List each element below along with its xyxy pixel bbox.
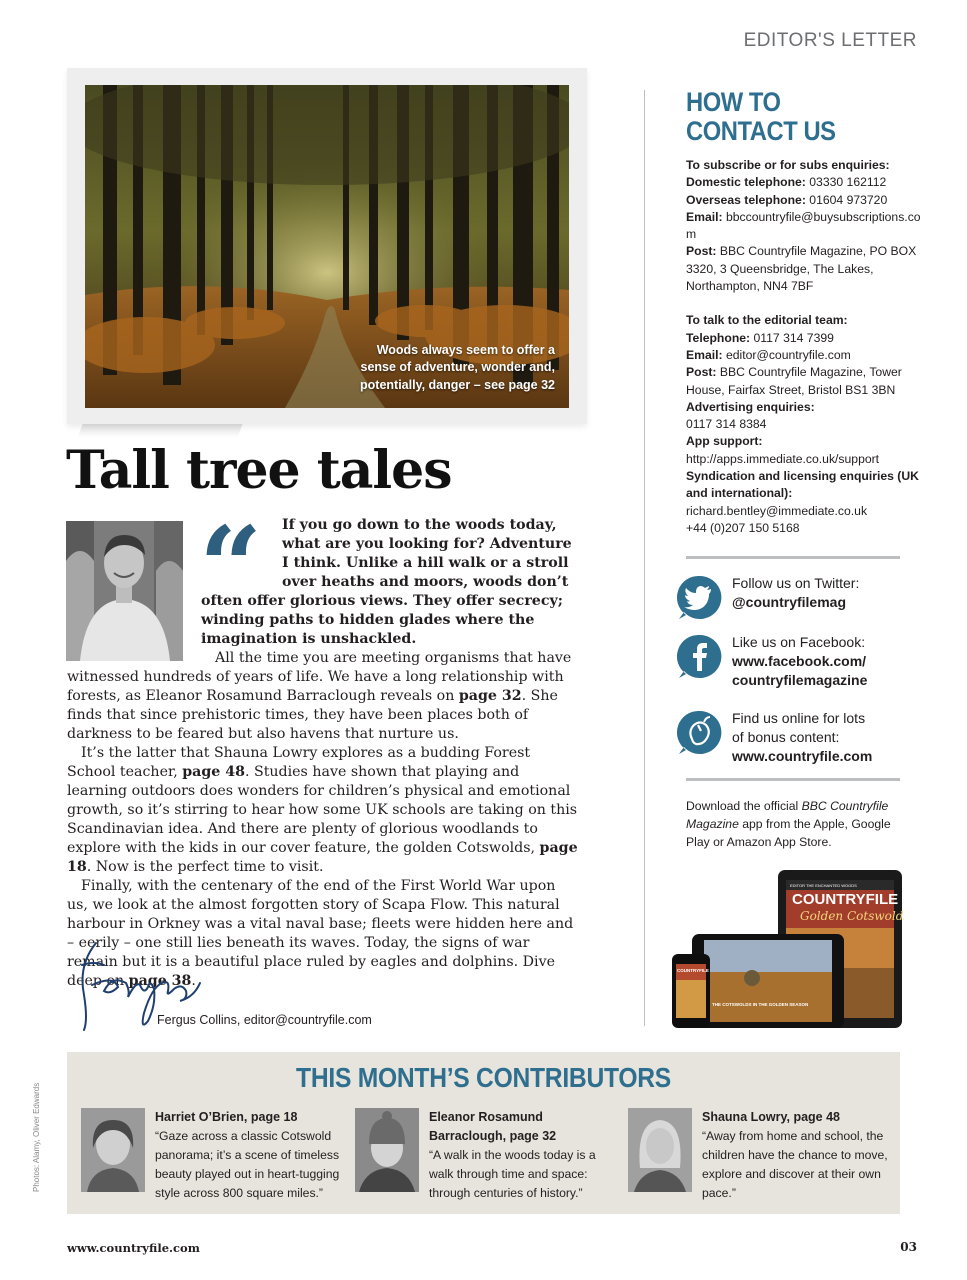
subs-email-link[interactable]: bbccountryfile@buysubscriptions.com bbox=[686, 209, 921, 242]
cover-tag: EDITOR THE ENCHANTED WOODS bbox=[790, 883, 857, 888]
contributor-name: Shauna Lowry, page 48 bbox=[702, 1110, 841, 1124]
contact-title: HOW TO CONTACT US bbox=[686, 87, 836, 146]
forest-photo bbox=[85, 85, 569, 408]
phone-brand: COUNTRYFILE bbox=[677, 968, 709, 973]
contributor-quote: “A walk in the woods today is a walk through time and space: through centuries of history.” bbox=[429, 1148, 596, 1200]
contributors-title: THIS MONTH’S CONTRIBUTORS bbox=[296, 1062, 671, 1093]
app-download-note: Download the official BBC Countryfile Magazine app from the Apple, Google Play or Amazon App Store. bbox=[686, 799, 891, 849]
page-number: 03 bbox=[900, 1240, 917, 1254]
quote-mark-icon: “ bbox=[199, 502, 263, 631]
editor-email-link[interactable]: editor@countryfile.com bbox=[722, 347, 851, 362]
page-ref: page 18 bbox=[67, 840, 578, 875]
facebook-icon[interactable] bbox=[676, 633, 723, 680]
letter-paragraph-1: All the time you are meeting organisms that have witnessed hundreds of years of life. We have a long relationship with forests, as Eleanor Rosamund Barraclough reveals on page 32. She finds that since prehistoric times, they have been places both of darkness to be feared but also havens that nurture us. bbox=[67, 650, 572, 742]
sidebar-divider bbox=[644, 90, 645, 1026]
feature-photo-frame bbox=[67, 68, 587, 424]
contributor-quote: “Away from home and school, the children have the chance to move, explore and discover at their own pace.” bbox=[702, 1129, 888, 1200]
photo-credit: Photos: Alamy, Oliver Edwards bbox=[32, 1082, 41, 1192]
page-ref: page 38 bbox=[128, 973, 192, 989]
letter-paragraph-3: Finally, with the centenary of the end of the First World War upon us, we look at the almost forgotten story of Scapa Flow. This natural harbour in Orkney was a vital naval base; fleets were hidden here and – eerily – one still lies beneath its waves. Today, the signs of war remain but it is a beautiful place ruled by eagles and dolphins. Dive deep on page 38. bbox=[67, 878, 574, 989]
contributor-card bbox=[355, 1108, 615, 1198]
contributor-quote: “Gaze across a classic Cotswold panorama; it’s a scene of timeless beauty played out in heart-tugging style across 800 square miles.” bbox=[155, 1129, 340, 1200]
page-ref: page 48 bbox=[182, 764, 245, 780]
contributor-photo bbox=[81, 1108, 145, 1192]
app-support-link[interactable]: http://apps.immediate.co.uk/support bbox=[686, 451, 880, 466]
headline: Tall tree tales bbox=[66, 440, 452, 501]
twitter-label: Follow us on Twitter: bbox=[732, 575, 860, 591]
section-label: EDITOR'S LETTER bbox=[743, 30, 917, 51]
photo-caption: Woods always seem to offer a sense of adventure, wonder and, potentially, danger – see page 32 bbox=[360, 342, 555, 392]
contributor-name: Harriet O’Brien, page 18 bbox=[155, 1110, 298, 1124]
website-url[interactable]: www.countryfile.com bbox=[732, 748, 873, 764]
contributor-card bbox=[81, 1108, 341, 1198]
footer-url[interactable]: www.countryfile.com bbox=[67, 1241, 200, 1255]
syndication-email-link[interactable]: richard.bentley@immediate.co.uk bbox=[686, 503, 868, 518]
contributor-name: Eleanor Rosamund Barraclough, page 32 bbox=[429, 1110, 557, 1143]
contributor-photo bbox=[628, 1108, 692, 1192]
devices-illustration bbox=[672, 868, 904, 1030]
twitter-icon[interactable] bbox=[676, 574, 723, 621]
twitter-handle[interactable]: @countryfilemag bbox=[732, 594, 847, 610]
screen-caption: THE COTSWOLDS IN THE GOLDEN SEASON bbox=[712, 1002, 809, 1007]
contributor-photo bbox=[355, 1108, 419, 1192]
letter-intro: If you go down to the woods today, what are you looking for? Adventure I think. Unlike a hill walk or a stroll over heaths and moors, woods don’t often offer glorious views. They offer secrecy; winding paths to hidden glades where the imagination is unshackled. bbox=[201, 517, 572, 647]
sidebar-divider-top bbox=[686, 556, 900, 559]
facebook-url[interactable]: www.facebook.com/ countryfilemagazine bbox=[732, 653, 868, 688]
facebook-label: Like us on Facebook: bbox=[732, 634, 866, 650]
website-label: Find us online for lots of bonus content: bbox=[732, 710, 866, 745]
contributor-card bbox=[628, 1108, 888, 1198]
photo-shadow bbox=[77, 424, 242, 438]
letter-paragraph-2: It’s the latter that Shauna Lowry explores as a budding Forest School teacher, page 48. Studies have shown that playing and learning outdoors does wonders for children’s physical and emotional growth, so it’s stirring to hear how some UK schools are taking on this Scandinavian idea. And there are plenty of glorious woodlands to explore with the kids in our cover feature, the golden Cotswolds, page 18. Now is the perfect time to visit. bbox=[67, 745, 578, 875]
contributors-panel bbox=[67, 1052, 900, 1214]
sign-off: Fergus Collins, editor@countryfile.com bbox=[157, 1013, 372, 1027]
contact-details: To subscribe or for subs enquiries: Domestic telephone: 03330 162112 Overseas telephone: 01604 973720 Email: bbccountryfile@buysubscriptions.com Post: BBC Countryfile Magazine, PO BOX 3320, 3 Queensbridge, The Lakes, Northampton, NN4 7BF To talk to the editorial team: Telephone: 0117 314 7399 Email: editor@countryfile.com Post: BBC Countryfile Magazine, Tower House, Fairfax Street, Bristol BS1 3BN Advertising enquiries: 0117 314 8384 App support: http://apps.immediate.co.uk/support Syndication and licensing enquiries (UK and international): richard.bentley@immediate.co.uk +44 (0)207 150 5168 bbox=[686, 157, 926, 537]
page-ref: page 32 bbox=[458, 688, 522, 704]
mouse-icon[interactable] bbox=[676, 709, 723, 756]
cover-brand: COUNTRYFILE bbox=[792, 891, 899, 908]
sidebar-divider-bottom bbox=[686, 778, 900, 781]
editor-letter bbox=[67, 516, 579, 991]
cover-title: Golden Cotswolds bbox=[800, 909, 904, 923]
